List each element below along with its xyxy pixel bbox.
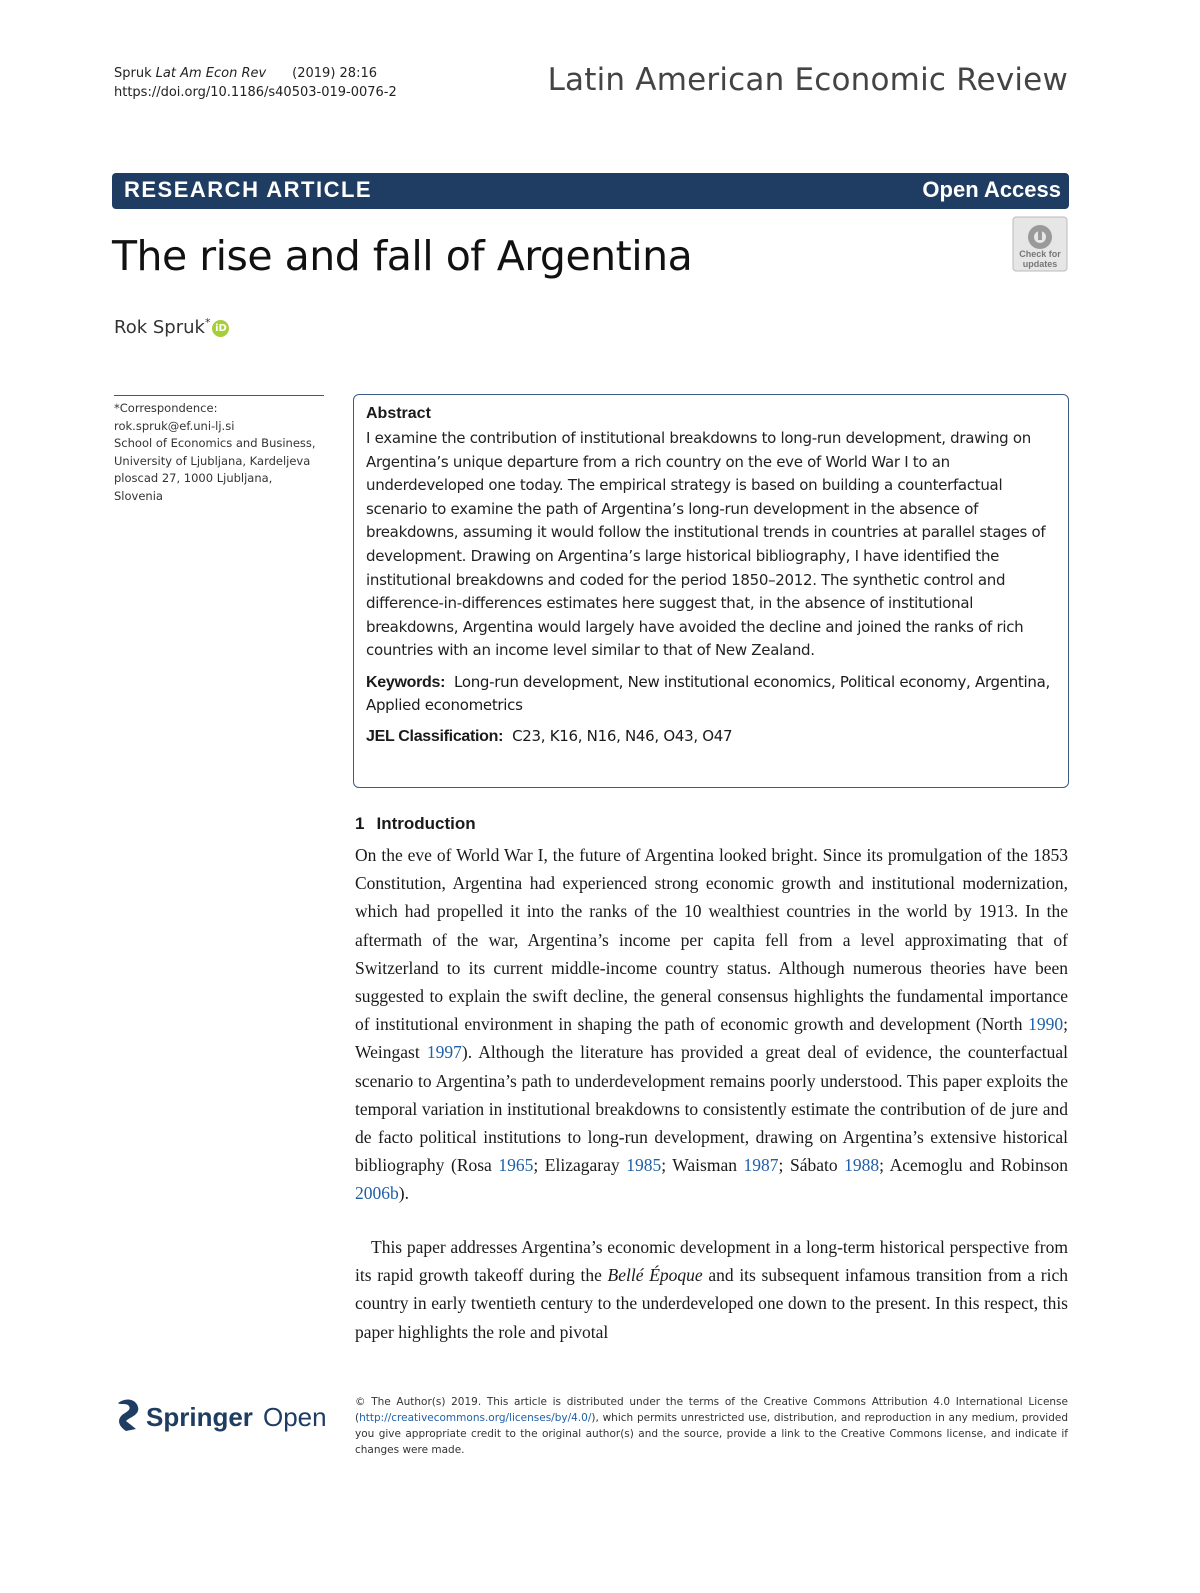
open-text: Open xyxy=(263,1402,327,1432)
check-for-updates-icon[interactable] xyxy=(1012,216,1068,272)
doi-link[interactable]: https://doi.org/10.1186/s40503-019-0076-2 xyxy=(114,85,397,100)
abstract-heading: Abstract xyxy=(366,405,431,422)
article-type-label: RESEARCH ARTICLE xyxy=(124,177,373,202)
license-notice xyxy=(355,1394,1068,1458)
text-run: ). xyxy=(398,1183,409,1204)
italic-term: Bellé Époque xyxy=(607,1265,703,1286)
correspondence-label: *Correspondence: xyxy=(114,401,218,415)
author-name: Rok Spruk xyxy=(114,317,205,338)
section-title: Introduction xyxy=(376,814,476,833)
citation-link[interactable]: 1988 xyxy=(844,1155,880,1176)
article-type-banner xyxy=(112,173,1069,209)
section-number: 1 xyxy=(355,814,365,833)
jel-label: JEL Classification: xyxy=(366,727,504,745)
citation-link[interactable]: 1997 xyxy=(426,1042,462,1063)
license-text: ), which permits unrestricted use, distribution, and reproduction in any medium, provided you give appropriate credit to the original author(s) and the source, provide a link to the Creative Commons license, and indicate if changes were made. xyxy=(355,1412,1068,1456)
text-run: ; Acemoglu and Robinson xyxy=(879,1155,1069,1176)
check-updates-line2: updates xyxy=(1022,259,1058,269)
citation-link[interactable]: 1965 xyxy=(498,1155,534,1176)
springer-open-logo xyxy=(112,1395,332,1439)
citation-link[interactable]: 1985 xyxy=(626,1155,662,1176)
text-run: ). Although the literature has provided a great deal of evidence, the counterfactual scenario to Argentina’s path to underdevelopment remains poorly understood. This paper exploits the temporal variation in institutional breakdowns to consistently estimate the contribution of de jure and de facto political institutions to long-run development, drawing on Argentina’s extensive historical bibliography (Rosa xyxy=(355,1042,1068,1176)
author-line xyxy=(114,316,229,338)
section-heading xyxy=(355,814,488,834)
correspondence-divider xyxy=(114,395,324,396)
citation-link[interactable]: 1990 xyxy=(1028,1014,1064,1035)
keywords-label: Keywords: xyxy=(366,673,446,691)
open-access-label: Open Access xyxy=(922,177,1061,202)
keywords-text: Long-run development, New institutional economics, Political economy, Argentina, Applied econometrics xyxy=(366,672,1050,714)
license-link[interactable]: http://creativecommons.org/licenses/by/4.0/ xyxy=(359,1412,592,1424)
springer-text: Springer xyxy=(146,1402,253,1432)
citation-author: Spruk xyxy=(114,66,152,81)
license-text: © The Author(s) 2019. This article is distributed under the terms of the Creative Commons Attribution 4.0 International License ( xyxy=(355,1396,1068,1424)
intro-paragraph-1 xyxy=(355,841,1068,1208)
text-run: On the eve of World War I, the future of Argentina looked bright. Since its promulgation of the 1853 Constitution, Argentina had experienced strong economic growth and institutional modernization, which had propelled it into the ranks of the 10 wealthiest countries in the world by 1913. In the aftermath of the war, Argentina’s income per capita fell from a level approximating that of Switzerland to its current middle-income country status. Although numerous theories have been suggested to explain the swift decline, the general consensus highlights the fundamental importance of institutional environment in shaping the path of economic growth and development (North xyxy=(355,845,1068,1035)
citation-header xyxy=(114,64,397,102)
text-run: ; Elizagaray xyxy=(533,1155,627,1176)
correspondence-email[interactable]: rok.spruk@ef.uni-lj.si xyxy=(114,418,235,433)
text-run: ; Weingast xyxy=(355,1014,1068,1063)
check-updates-line1: Check for xyxy=(1019,249,1061,259)
text-run: and its subsequent infamous transition from a rich country in early twentieth century to the underdeveloped one down to the present. In this respect, this paper highlights the role and pivotal xyxy=(355,1265,1069,1342)
citation-link[interactable]: 1987 xyxy=(743,1155,779,1176)
citation-journal: Lat Am Econ Rev xyxy=(155,66,267,81)
abstract-box xyxy=(353,394,1069,788)
author-mark: * xyxy=(204,316,211,329)
citation-link[interactable]: 2006b xyxy=(355,1183,399,1204)
abstract-text: I examine the contribution of institutional breakdowns to long-run development, drawing on Argentina’s unique departure from a rich country on the eve of World War I to an underdeveloped one today. The empirical strategy is based on building a counterfactual scenario to examine the path of Argentina’s long-run development in the absence of breakdowns, assuming it would follow the institutional trends in countries at parallel stages of development. Drawing on Argentina’s large historical bibliography, I have identified the institutional breakdowns and coded for the period 1850–2012. The synthetic control and difference-in-differences estimates here suggest that, in the absence of institutional breakdowns, Argentina would largely have avoided the decline and joined the ranks of rich countries with an income level similar to that of New Zealand. xyxy=(366,429,1046,660)
correspondence-address: School of Economics and Business, University of Ljubljana, Kardeljeva ploscad 27, 1000 Ljubljana, Slovenia xyxy=(114,436,316,503)
text-run: This paper addresses Argentina’s economic development in a long-term historical perspective from its rapid growth takeoff during the xyxy=(355,1237,1068,1286)
citation-year: (2019) 28:16 xyxy=(292,66,377,81)
article-title: The rise and fall of Argentina xyxy=(112,232,693,280)
correspondence-block xyxy=(114,400,324,505)
intro-paragraph-2 xyxy=(355,1233,1068,1346)
text-run: ; Waisman xyxy=(661,1155,744,1176)
jel-line xyxy=(366,725,1056,748)
orcid-icon[interactable]: iD xyxy=(212,320,229,337)
journal-name: Latin American Economic Review xyxy=(547,62,1068,98)
text-run: ; Sábato xyxy=(778,1155,845,1176)
keywords-line xyxy=(366,671,1056,717)
jel-text: C23, K16, N16, N46, O43, O47 xyxy=(512,726,733,745)
